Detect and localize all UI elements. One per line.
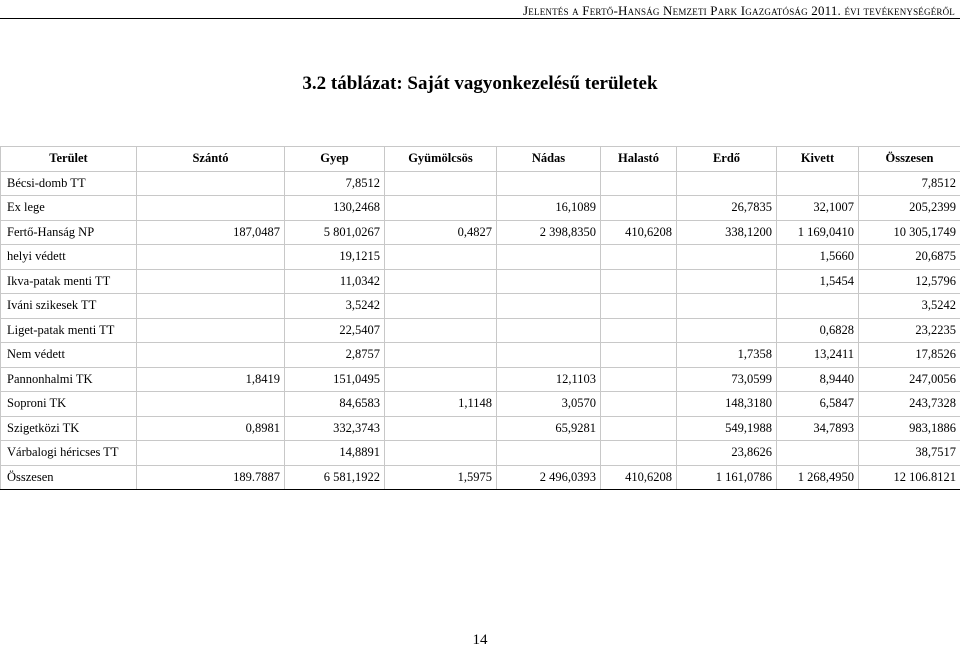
table-cell: 65,9281 — [497, 416, 601, 441]
table-cell: 1,8419 — [137, 367, 285, 392]
table-cell: 410,6208 — [601, 465, 677, 490]
table-cell: 13,2411 — [777, 343, 859, 368]
table-cell: 1 169,0410 — [777, 220, 859, 245]
table-cell: 205,2399 — [859, 196, 960, 221]
table-cell — [385, 367, 497, 392]
table-cell — [385, 269, 497, 294]
row-label: helyi védett — [1, 245, 137, 270]
row-label: Fertő-Hanság NP — [1, 220, 137, 245]
row-label: Ikva-patak menti TT — [1, 269, 137, 294]
table-cell — [497, 245, 601, 270]
table-cell: 73,0599 — [677, 367, 777, 392]
column-header: Nádas — [497, 147, 601, 172]
table-cell: 23,8626 — [677, 441, 777, 466]
table-cell: 6,5847 — [777, 392, 859, 417]
row-label: Ex lege — [1, 196, 137, 221]
page-number: 14 — [472, 632, 488, 648]
table-row — [1, 245, 960, 270]
column-header: Gyümölcsös — [385, 147, 497, 172]
table-cell: 1,5454 — [777, 269, 859, 294]
table-cell — [601, 318, 677, 343]
column-header: Erdő — [677, 147, 777, 172]
table-cell: 38,7517 — [859, 441, 960, 466]
table-cell — [137, 294, 285, 319]
row-label: Bécsi-domb TT — [1, 171, 137, 196]
table-cell: 1,5975 — [385, 465, 497, 490]
table-cell — [601, 441, 677, 466]
table-cell — [497, 318, 601, 343]
table-cell: 12,1103 — [497, 367, 601, 392]
table-row — [1, 343, 960, 368]
table-cell: 23,2235 — [859, 318, 960, 343]
table-cell: 84,6583 — [285, 392, 385, 417]
table-cell: 12,5796 — [859, 269, 960, 294]
table-cell — [777, 441, 859, 466]
table-cell: 130,2468 — [285, 196, 385, 221]
table-cell — [385, 294, 497, 319]
table-cell: 332,3743 — [285, 416, 385, 441]
table-cell: 549,1988 — [677, 416, 777, 441]
total-row — [1, 465, 960, 490]
table-cell — [601, 196, 677, 221]
table-cell — [137, 196, 285, 221]
table-row — [1, 318, 960, 343]
table-cell: 10 305,1749 — [859, 220, 960, 245]
table-cell: 2 398,8350 — [497, 220, 601, 245]
table-cell: 14,8891 — [285, 441, 385, 466]
table-cell: 5 801,0267 — [285, 220, 385, 245]
table-cell: 19,1215 — [285, 245, 385, 270]
table-cell — [777, 171, 859, 196]
table-cell: 17,8526 — [859, 343, 960, 368]
table-cell: 2,8757 — [285, 343, 385, 368]
table-row — [1, 392, 960, 417]
table-cell — [677, 171, 777, 196]
table-cell: 0,8981 — [137, 416, 285, 441]
table-cell — [497, 294, 601, 319]
table-cell: 6 581,1922 — [285, 465, 385, 490]
row-label: Összesen — [1, 465, 137, 490]
table-cell — [601, 294, 677, 319]
table-row — [1, 171, 960, 196]
table-cell: 32,1007 — [777, 196, 859, 221]
table-cell — [137, 318, 285, 343]
header-rule — [0, 18, 960, 19]
table-cell: 26,7835 — [677, 196, 777, 221]
table-cell — [385, 441, 497, 466]
table-row — [1, 441, 960, 466]
table-cell — [385, 318, 497, 343]
table-cell: 187,0487 — [137, 220, 285, 245]
table-cell — [601, 392, 677, 417]
table-cell: 983,1886 — [859, 416, 960, 441]
table-cell — [497, 343, 601, 368]
table-cell — [385, 416, 497, 441]
table-cell — [677, 318, 777, 343]
table-row — [1, 196, 960, 221]
table-cell: 410,6208 — [601, 220, 677, 245]
table-cell: 3,0570 — [497, 392, 601, 417]
column-header: Halastó — [601, 147, 677, 172]
table-cell: 3,5242 — [859, 294, 960, 319]
table-cell — [601, 343, 677, 368]
table-cell — [385, 171, 497, 196]
row-label: Pannonhalmi TK — [1, 367, 137, 392]
table-title: 3.2 táblázat: Saját vagyonkezelésű területek — [302, 73, 658, 94]
table-cell: 1,7358 — [677, 343, 777, 368]
table-cell: 2 496,0393 — [497, 465, 601, 490]
table-cell — [601, 367, 677, 392]
table-cell: 3,5242 — [285, 294, 385, 319]
table-cell: 8,9440 — [777, 367, 859, 392]
table-cell: 20,6875 — [859, 245, 960, 270]
table-cell — [601, 416, 677, 441]
table-cell — [677, 245, 777, 270]
table-row — [1, 416, 960, 441]
column-header: Kivett — [777, 147, 859, 172]
table-cell: 189.7887 — [137, 465, 285, 490]
table-cell: 16,1089 — [497, 196, 601, 221]
row-label: Nem védett — [1, 343, 137, 368]
table-cell — [777, 294, 859, 319]
table-cell — [497, 171, 601, 196]
table-cell — [497, 441, 601, 466]
table-cell — [677, 269, 777, 294]
table-cell: 1,1148 — [385, 392, 497, 417]
table-row — [1, 269, 960, 294]
table-cell — [601, 245, 677, 270]
table-cell: 0,4827 — [385, 220, 497, 245]
row-label: Várbalogi héricses TT — [1, 441, 137, 466]
table-row — [1, 294, 960, 319]
table-header-row — [1, 147, 960, 172]
column-header: Terület — [1, 147, 137, 172]
table-row — [1, 367, 960, 392]
table-cell: 1 268,4950 — [777, 465, 859, 490]
table-cell: 22,5407 — [285, 318, 385, 343]
table-body — [1, 171, 960, 490]
table-cell: 243,7328 — [859, 392, 960, 417]
table-cell: 7,8512 — [285, 171, 385, 196]
table-cell — [385, 245, 497, 270]
land-table — [0, 146, 960, 490]
row-label: Szigetközi TK — [1, 416, 137, 441]
row-label: Soproni TK — [1, 392, 137, 417]
table-cell — [497, 269, 601, 294]
table-cell: 247,0056 — [859, 367, 960, 392]
table-cell: 34,7893 — [777, 416, 859, 441]
table-cell — [137, 441, 285, 466]
row-label: Iváni szikesek TT — [1, 294, 137, 319]
table-cell: 12 106.8121 — [859, 465, 960, 490]
table-cell — [385, 196, 497, 221]
table-cell — [385, 343, 497, 368]
table-cell — [137, 245, 285, 270]
table-cell: 148,3180 — [677, 392, 777, 417]
table-cell — [137, 392, 285, 417]
table-cell — [137, 343, 285, 368]
table-cell: 7,8512 — [859, 171, 960, 196]
table-cell: 0,6828 — [777, 318, 859, 343]
table-cell: 151,0495 — [285, 367, 385, 392]
table-cell — [137, 269, 285, 294]
running-header: Jelentés a Fertő-Hanság Nemzeti Park Igazgatóság 2011. évi tevékenységéről — [523, 3, 955, 18]
table-cell: 1 161,0786 — [677, 465, 777, 490]
table-cell — [601, 171, 677, 196]
row-label: Liget-patak menti TT — [1, 318, 137, 343]
column-header: Szántó — [137, 147, 285, 172]
table-cell: 11,0342 — [285, 269, 385, 294]
table-cell — [601, 269, 677, 294]
column-header: Összesen — [859, 147, 960, 172]
column-header: Gyep — [285, 147, 385, 172]
table-cell — [137, 171, 285, 196]
table-cell: 1,5660 — [777, 245, 859, 270]
table-cell: 338,1200 — [677, 220, 777, 245]
table-row — [1, 220, 960, 245]
table-cell — [677, 294, 777, 319]
